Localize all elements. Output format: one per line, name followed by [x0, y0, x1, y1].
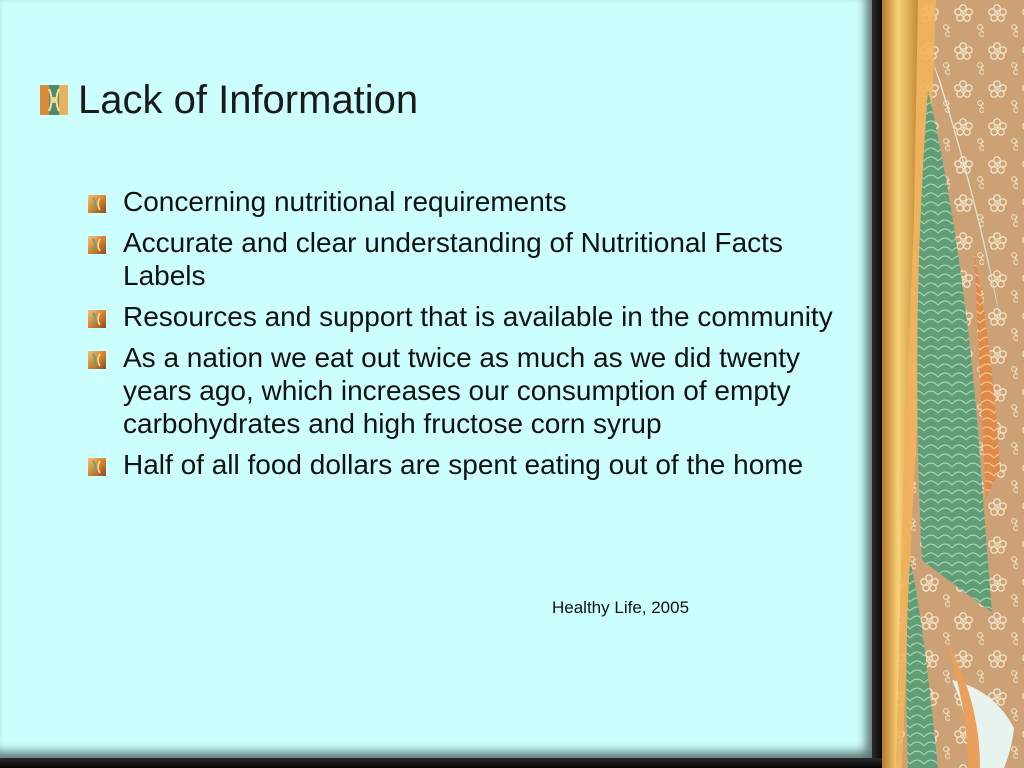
bullet-text: Accurate and clear understanding of Nutritional Facts Labels [123, 227, 783, 291]
bullet-item [88, 300, 848, 333]
bullet-icon [88, 310, 106, 328]
slide-title: Lack of Information [78, 78, 419, 122]
bullet-icon [88, 195, 106, 213]
bullet-icon [88, 458, 106, 476]
bullet-text: As a nation we eat out twice as much as we did twenty years ago, which increases our consumption of empty carbohydrates and high fructose corn syrup [123, 342, 801, 439]
bullet-icon [88, 236, 106, 254]
frame-shadow [872, 0, 882, 768]
title-bullet-icon [40, 85, 68, 115]
bullet-item [88, 226, 848, 292]
title-row [40, 78, 418, 122]
bullet-icon [88, 351, 106, 369]
bullet-text: Resources and support that is available in the community [123, 301, 833, 332]
bullet-item [88, 185, 848, 218]
decorative-strip [882, 0, 1024, 768]
bullet-text: Concerning nutritional requirements [123, 186, 567, 217]
citation: Healthy Life, 2005 [552, 598, 690, 617]
frame-bottom [0, 758, 882, 768]
bullet-list [88, 185, 848, 489]
bullet-item [88, 448, 848, 481]
bullet-text: Half of all food dollars are spent eating out of the home [123, 449, 804, 480]
bullet-item [88, 341, 848, 440]
